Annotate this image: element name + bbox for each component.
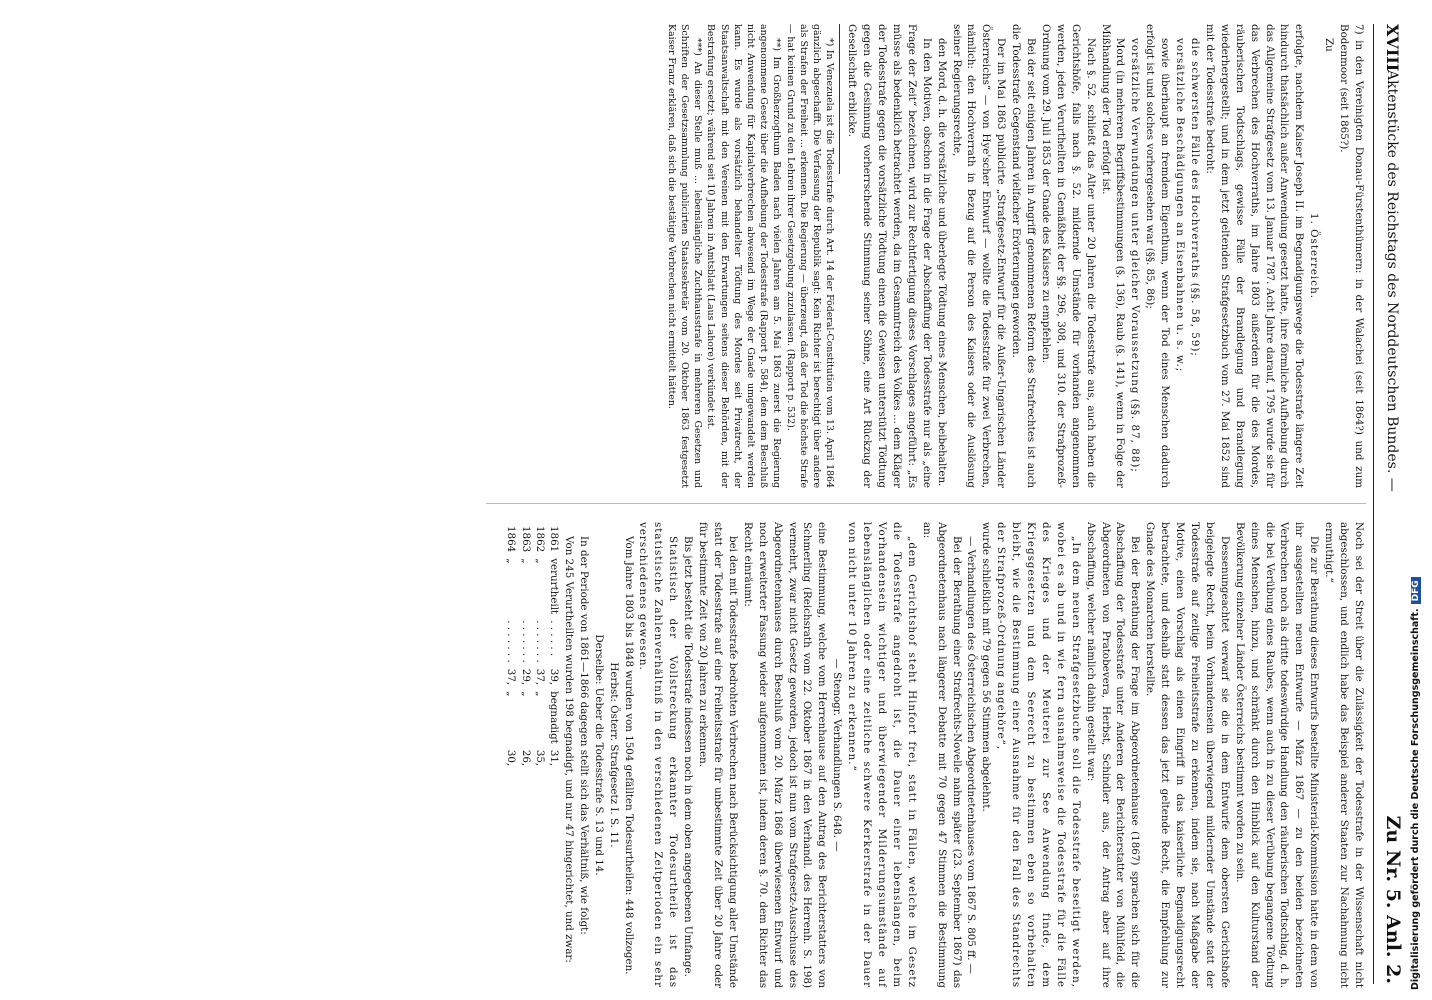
count-cell: 31, (548, 749, 561, 767)
tail-cell: begnadigt (548, 691, 561, 744)
paragraph: Zu (1323, 38, 1336, 52)
paragraph: Der im Mai 1863 publicirte „Strafgesetz-Entwurf für die Außer-Ungarischen Länder Österreichs“ — von Hye'scher Entwurf — wollte die Todesstrafe für zwei Verbrechen, nämlich: den Hochverrath in Bezug auf die Person des Kaisers oder die Auslösung seiner Regierungsrechte, (950, 24, 1008, 488)
paragraph: Bei der seit einigen Jahren in Angriff genommenen Reform des Strafrechtes ist auch die Todesstrafe Gegenstand vielfacher Erörterungen geworden. (1010, 24, 1038, 488)
dots-cell: . . . . . . . (533, 620, 546, 663)
paragraph: Noch sei der Streit über die Zulässigkeit der Todesstrafe in der Wissenschaft nicht abgeschlossen, und endlich habe das Beispiel anderer Staaten zur Nachahmung nicht ermuthigt.“ (1323, 522, 1365, 988)
list-item: die schwersten Fälle des Hochverraths (§§. 58, 59); (1189, 38, 1202, 357)
paragraph: Statistisch der Vollstreckung erkannter Todesurtheile ist das statistische Zahlenverhältniß in den verschiedenen Zeitperioden ein sehr verschiedenes gewesen. (637, 522, 680, 988)
paragraph: Von 245 Verurtheilten wurden 198 begnadigt, und nur 47 hingerichtet, und zwar: (562, 536, 575, 963)
list-item: sowie überhaupt an fremdem Eigenthum, wenn der Tod eines Menschen dadurch erfolgt ist und solches vorhergesehen war (§§. 85, 86); (1144, 24, 1172, 488)
running-title: Aktenstücke des Reichstags des Norddeutschen Bundes. — (1384, 70, 1400, 492)
paragraph: In der Periode von 1861—1866 dagegen stellt sich das Verhältniß, wie folgt: (577, 536, 590, 935)
left-column (665, 24, 1366, 488)
paragraph: Bei der Berathung der Frage im Abgeordnetenhause (1867) sprachen sich für die Abschaffung der Todesstrafe unter Anderen der Berichterstatter von Mühlfeld, die Abgeordneten von Pratobevera, Herbst, Schindler aus, der Antrag aber auf ihre Abschaffung, welcher nämlich dahin gestellt war: (1084, 522, 1142, 988)
document-reference: Zu Nr. 5. Anl. 2. (1382, 815, 1404, 984)
paragraph: In den Motiven, obschon in die Frage der Abschaffung der Todesstrafe nur als „eine Frage der Zeit“ bezeichnen, wird zur Rechtfertigung dieses Vorschlages angeführt: „Es müsse als bedenklich betrachtet werden, da im Gesammtreich des Volkes ... dem Kläger der Todesstrafe gegen die vorsätzliche Tödtung einen die Gewissen unterstützt Tödtung gegen die Gesinnung vorherrschende Stimmung seiner Söhne, eine Art Rückzug der Gesellschaft erblicke. (846, 24, 933, 488)
paragraph: Die zur Berathung dieses Entwurfs bestellte Ministerial-Kommission hatte in dem von ihr ausgestellten neuen Entwurfe — März 1867 — zu den beiden bezeichneten Verbrechen noch als dritte todeswürdige Handlung den räuberischen Todtschlag, d. h. die bei Verübung eines Raubes, wenn auch in zu dieser Verübung begangene Tödtung eines Menschen, hinzu, und schränkt durch den Hinblick auf den Kulturstand der Bevölkerung einzelner Länder Österreichs bestimmt worden zu sein. (1233, 522, 1321, 988)
footnote-rule (839, 24, 840, 174)
count-cell: 35, (533, 749, 546, 767)
year-cell: 1863 (519, 526, 532, 553)
footnote: *) In Venezuela ist die Todesstrafe durch Art. 14 der Föderal-Constitution vom 13. April 1864 gänzlich abgeschafft. Die Verfassung der Republik sagt: Kein Richter ist berechtigt über andere als Strafen der Freiheit ... erkennen. Die Regierung — überzeugt, daß der Tod die höchste Strafe — hat keinen Grund zu den Lehren ihrer Gesetzgebung zuzulassen. (Rapport p. 532). (784, 24, 836, 488)
label-cell: „ (519, 558, 532, 564)
list-item: Mord (in mehreren Begriffsbestimmungen (§. 136), Raub (§. 141), wenn in Folge der Mißhandlung der Tod erfolgt ist. (1099, 24, 1127, 488)
paragraph: 7) in den Vereinigten Donau-Fürstenthümern: in der Walachei (seit 1864?) und zum Bodenmoor (seit 1865?). (1338, 24, 1365, 488)
dots-cell: . . . . . . . (505, 620, 518, 663)
quotation: „In dem neuen Strafgesetzbuche soll die Todesstrafe beseitigt werden, wobei es ab und in wie fern ausnahmsweise die Todesstrafe für die Fälle des Krieges und der Meuterei zur See Anwendung finde, dem Kriegsgesetzen und dem Seerecht zu bestimmen eben so vorbehalten bleibt, wie die Bestimmung einer Ausnahme für den Fall des Standrechts der Strafprozeß-Ordnung angehöre“, (995, 522, 1082, 988)
paragraph: Dessenungeachtet verwarf sie die in dem Entwurfe dem obersten Gerichtshofe beigelegte Recht, beim Vorhandensein überwiegend mildernder Umstände statt der Todesstrafe auf zeitige Freiheitsstrafe zu erkennen, indem sie, nach Maßgabe der Motive, einen Vorschlag als einen Eingriff in das kaiserliche Begnadigungsrecht betrachtete, und deshalb statt dessen das jetzt geltende Recht, die Empfehlung zur Gnade des Monarchen herstellte. (1144, 522, 1231, 988)
table-row (504, 526, 518, 772)
count-cell: 30, (505, 749, 518, 767)
credit-text: Digitalisierung gefördert durch die Deutsche Forschungsgemeinschaft. (1410, 608, 1421, 990)
paragraph: Bei der Berathung einer Strafrechts-Novelle nahm später (23. September 1867) das Abgeordnetenhaus nach längerer Debatte mit 70 gegen 47 Stimmen die Bestimmung an: (920, 522, 963, 988)
table-row (518, 526, 532, 772)
column-divider (486, 503, 1366, 504)
paragraph: eine Bestimmung, welche vom Herrenhause auf den Antrag des Berichterstatters von Schmerling (Reichsrath vom 22. Oktober 1867 in den Verhandl. des Herrenh. S. 198) vermehrt, zwar nicht Gesetz geworden, jedoch ist nun vom Strafgesetz-Ausschusse des Abgeordnetenhauses durch Beschluß vom 20. März 1868 überwiesenen Entwurf und noch erweiterter Fassung wieder aufgenommen ist, indem deren §. 70. dem Richter das Recht einräumt: (741, 522, 829, 988)
count-cell: 39, (548, 668, 561, 686)
year-cell: 1862 (533, 526, 546, 553)
footnote: **) Im Großherzogthum Baden nach vielen Jahren am 5. Mai 1863 zuerst die Regierung angenommene Gesetz über die Aufhebung der Todesstrafe (Rapport p. 584), dem dem Beschluß nicht Anwendung für Kapitalverbrechen abwesend im Wege der Gnade umgewandelt werden kann. Es wurde als vorsätzlich behandelter Tödtung des Mordes seit Privatrecht, der Staatsanwaltschaft mit den Vereinen mit den Erwartungen seitens dieser Behörden, mit der Bestrafung ersetzt; während seit 10 Jahren in Amtsblatt (Laus Lahore) verkündet ist. (705, 24, 783, 488)
section-heading: 1. Österreich. (1308, 213, 1321, 299)
label-cell: „ (505, 558, 518, 564)
tail-cell: „ (533, 691, 546, 697)
citation: — Verhandlungen des Österreichischen Abgeordnetenhauses vom 1867 S. 805 ff. — (965, 536, 978, 974)
citation: — Stenogr. Verhandlungen S. 648. — (831, 658, 844, 852)
tail-cell: „ (519, 691, 532, 697)
dots-cell: . . . . . . . (519, 620, 532, 663)
count-cell: 37, (505, 668, 518, 686)
table-row (547, 526, 561, 772)
page-number: XVIII (1383, 24, 1402, 72)
list-item: vorsätzliche Beschädigungen an Eisenbahnen u. s. w.; (1174, 38, 1187, 373)
dots-cell: . . . . . . (548, 620, 561, 657)
tail-cell: „ (505, 691, 518, 697)
header-rule (1373, 24, 1374, 984)
citation: Herbst: Österr. Strafgesetz I. S. 11. (607, 662, 620, 848)
year-cell: 1861 (548, 526, 561, 553)
footnote: ***) An dieser Stelle muß ... lebenslängliche Zuchthausstrafe in mehreren Gesetzen und Schriften der Gesetzsammlung publicirten Staatssekretär vom 20. Oktober 1863 festgesetzt Kaiser Franz erklären, daß sich die bestätigte Verbrechen nicht ermittelt hätten. (665, 24, 704, 488)
statistics-table (504, 526, 561, 772)
year-cell: 1864 (505, 526, 518, 553)
right-column (504, 522, 1366, 988)
paragraph: erfolgte, nachdem Kaiser Joseph II. im Begnadigungswege die Todesstrafe längere Zeit hindurch thatsächlich außer Anwendung gesetzt hatte, ihre förmliche Aufhebung durch das Allgemeine Strafgesetz vom 13. Januar 1787. Acht Jahre darauf, 1795 wurde sie für das Verbrechen des Hochverraths, im Jahre 1803 außerdem für die des Mordes, räuberischen Todtschlags, gewisse Fälle der Brandlegung und Brandlegung wiederhergestellt; und in dem jetzt geltenden Strafgesetzbuch vom 27. Mai 1852 sind mit der Todesstrafe bedroht: (1203, 24, 1306, 488)
label-cell: verurtheilt (548, 558, 561, 615)
digitization-credit (1410, 0, 1426, 990)
quotation: „dem Gerichtshof steht Hinfort frei, statt in Fällen, welche im Gesetz die Todesstrafe angedroht ist, die Dauer einer lebenslangen, beim Vorhandensein wichtiger und überwiegender Milderungsumstände auf lebenslänglichen oder eine zeitliche schwere Kerkerstrafe in der Dauer von nicht unter 10 Jahren zu erkennen.“ (846, 522, 918, 988)
count-cell: 26, (519, 749, 532, 767)
paragraph: Nach §. 52. schließt das Alter unter 20 Jahren die Todesstrafe aus, auch haben die Gerichtshöfe, falls nach §. 52. mildernde Umstände für vorhanden angenommen werden, jeden Verurtheilten in Gemäßheit der §§. 296, 308, und 310. der Strafprozeß-Ordnung vom 29. Juli 1853 der Gnade des Kaisers zu empfehlen. (1039, 24, 1097, 488)
table-row (533, 526, 547, 772)
paragraph: den Mord, d. h. die vorsätzliche und überlegte Tödtung eines Menschen, beibehalten. (935, 38, 948, 487)
count-cell: 29, (519, 668, 532, 686)
dfg-logo: DFG (1411, 577, 1421, 604)
page-header (1380, 24, 1402, 984)
label-cell: „ (533, 558, 546, 564)
list-item: vorsätzliche Verwundungen unter gleicher Voraussetzung (§§. 87, 88); (1129, 38, 1142, 473)
paragraph: wurde schließlich mit 79 gegen 56 Stimmen abgelehnt. (980, 522, 993, 812)
citation: Derselbe: Ueber die Todesstrafe S. 13 und 14. (592, 634, 605, 876)
paragraph: bei den mit Todesstrafe bedrohten Verbrechen nach Berücksichtigung aller Umstände statt der Todesstrafe auf eine Freiheitsstrafe für unbestimmte Zeit über 20 Jahre oder für bestimmte Zeit von 20 Jahren zu erkennen. (697, 522, 739, 988)
paragraph: Bis jetzt besteht die Todesstrafe indessen noch in dem oben angegebenen Umfange. (682, 536, 695, 977)
count-cell: 37, (533, 668, 546, 686)
paragraph: Vom Jahre 1803 bis 1848 wurden von 1504 gefällten Todesurtheilen: 448 vollzogen. (622, 536, 635, 975)
